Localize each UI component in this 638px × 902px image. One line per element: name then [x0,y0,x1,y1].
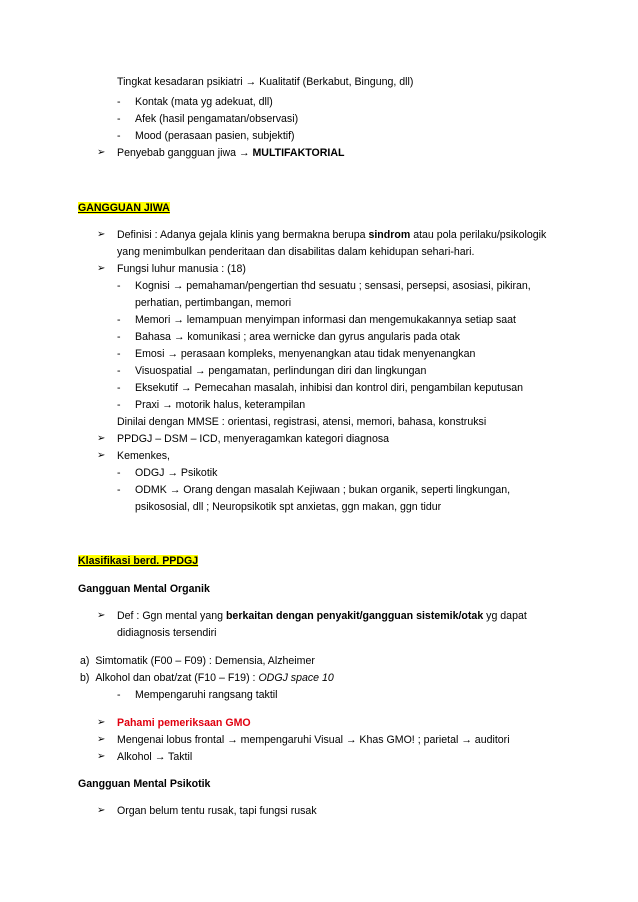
dash-item-mood: - Mood (perasaan pasien, subjektif) [135,131,295,142]
bullet-definition: ➢ Definisi : Adanya gejala klinis yang bermakna berupa sindrom atau pola perilaku/psikologik [117,230,546,241]
bullet-def-gmo-cont: didiagnosis tersendiri [117,627,217,639]
bullet-pahami-gmo: ➢ Pahami pemeriksaan GMO [117,718,251,729]
dash-item-odmk: - ODMK → Orang dengan masalah Kejiwaan ; bukan organik, seperti lingkungan, [135,485,510,496]
list-item-b: b) Alkohol dan obat/zat (F10 – F19) : ODGJ space 10 [80,672,334,684]
dash-item-visuospatial: - Visuospatial → pengamatan, perlindungan diri dan lingkungan [135,366,426,377]
dash-item-odgj: - ODGJ → Psikotik [135,468,217,479]
bullet-higher-function: ➢ Fungsi luhur manusia : (18) [117,264,246,275]
dash-item-cognition-cont: perhatian, pertimbangan, memori [135,297,292,309]
heading-gangguan-jiwa: GANGGUAN JIWA [78,202,170,214]
heading-gangguan-mental-organik: Gangguan Mental Organik [78,583,210,595]
heading-gangguan-mental-psikotik: Gangguan Mental Psikotik [78,778,211,790]
dash-item-cognition: - Kognisi → pemahaman/pengertian thd sesuatu ; sensasi, persepsi, asosiasi, pikiran, [135,281,531,292]
dash-item-memory: - Memori → lemampuan menyimpan informasi dan mengemukakannya setiap saat [135,315,516,326]
heading-klasifikasi: Klasifikasi berd. PPDGJ [78,555,199,567]
bullet-kemenkes: ➢ Kemenkes, [117,451,170,462]
dash-item-odmk-cont: psikososial, dll ; Neuropsikotik spt anxietas, ggn makan, ggn tidur [135,501,442,513]
dash-item-contact: - Kontak (mata yg adekuat, dll) [135,97,273,108]
bullet-ppdgj: ➢ PPDGJ – DSM – ICD, menyeragamkan kategori diagnosa [117,434,389,445]
dash-item-language: - Bahasa → komunikasi ; area wernicke dan gyrus angularis pada otak [135,332,460,343]
bullet-organ: ➢ Organ belum tentu rusak, tapi fungsi rusak [117,806,317,817]
bullet-cause: ➢ Penyebab gangguan jiwa → MULTIFAKTORIAL [117,148,344,159]
text-line-mmse: Dinilai dengan MMSE : orientasi, registrasi, atensi, memori, bahasa, konstruksi [117,416,487,428]
dash-item-emotion: - Emosi → perasaan kompleks, menyenangkan atau tidak menyenangkan [135,349,475,360]
bullet-alkohol: ➢ Alkohol → Taktil [117,752,192,763]
bullet-def-gmo: ➢ Def : Ggn mental yang berkaitan dengan penyakit/gangguan sistemik/otak yg dapat [117,611,527,622]
dash-item-praxis: - Praxi → motorik halus, keterampilan [135,400,305,411]
dash-item-tactile: - Mempengaruhi rangsang taktil [135,690,278,701]
dash-item-executive: - Eksekutif → Pemecahan masalah, inhibisi dan kontrol diri, pengambilan keputusan [135,383,523,394]
dash-item-affect: - Afek (hasil pengamatan/observasi) [135,114,298,125]
bullet-definition-cont: yang menimbulkan penderitaan dan disabilitas dalam kehidupan sehari-hari. [117,246,475,258]
bullet-lobus: ➢ Mengenai lobus frontal → mempengaruhi Visual → Khas GMO! ; parietal → auditori [117,735,510,746]
text-line-consciousness: Tingkat kesadaran psikiatri → Kualitatif (Berkabut, Bingung, dll) [117,76,414,88]
list-item-a: a) Simtomatik (F00 – F09) : Demensia, Alzheimer [80,655,315,667]
